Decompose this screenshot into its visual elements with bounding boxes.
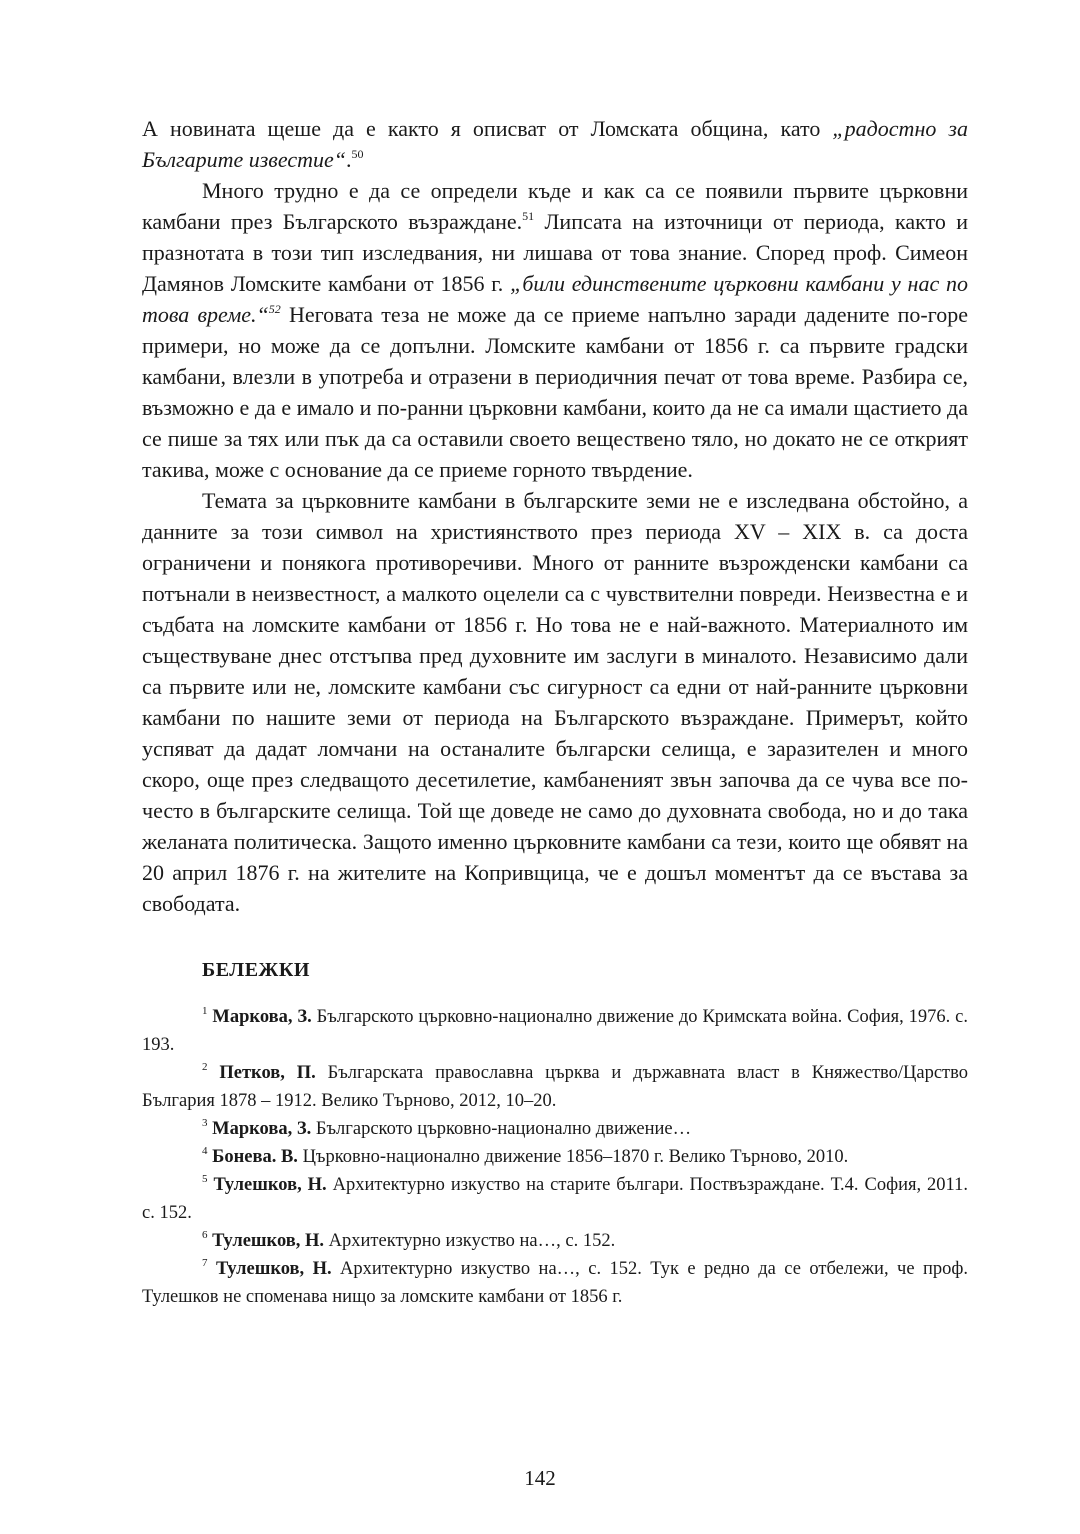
note-text: Архитектурно изкуство на старите българи. Поствъзраждане. Т.4. София, 2011. с. 152.: [142, 1175, 968, 1223]
note-number: 4: [202, 1145, 208, 1157]
paragraph-2-text-b: Липсата на източници от периода, както и празнотата в този тип изследвания, ни лишава от това знание. Според проф. Симеон Дамянов Ломските камбани от 1856 г.: [142, 209, 968, 296]
paragraph-2: [142, 175, 968, 485]
note-number: 5: [202, 1173, 208, 1185]
note-item: [142, 1227, 968, 1255]
note-item: [142, 1255, 968, 1311]
note-item: [142, 1003, 968, 1059]
footnote-ref[interactable]: 52: [268, 302, 281, 316]
notes-heading: БЕЛЕЖКИ: [202, 959, 310, 981]
quote-text: „радостно за Българите известие“: [142, 116, 968, 172]
note-text: Българската православна църква и държавната власт в Княжество/Царство България 1878 – 1912. Велико Търново, 2012, 10–20.: [142, 1063, 969, 1111]
body-text: [142, 113, 968, 919]
note-author: Бонева. В.: [212, 1147, 298, 1167]
note-author: Тулешков, Н.: [215, 1259, 332, 1279]
note-item: [142, 1115, 968, 1143]
paragraph-1: [142, 113, 968, 175]
paragraph-2-text-c: Неговата теза не може да се приеме напълно заради дадените по-горе примери, но може да се допълни. Ломските камбани от 1856 г. са първите градски камбани, влезли в употреба и отразени в периодичния печат от това време. Разбира се, възможно е да е имало и по-ранни църковни камбани, които да не са имали щастието да се пише за тях или пък да са оставили своето веществено тяло, но докато не се открият такива, може с основание да се приеме горното твърдение.: [142, 302, 969, 482]
page-content: [142, 113, 968, 1311]
note-item: [142, 1059, 968, 1115]
paragraph-1-end: .: [345, 147, 352, 172]
note-author: Тулешков, Н.: [213, 1175, 327, 1195]
note-number: 6: [202, 1229, 208, 1241]
note-author: Петков, П.: [219, 1063, 316, 1083]
page-number: 142: [524, 1466, 556, 1490]
footnote-ref[interactable]: 51: [522, 209, 535, 223]
note-number: 2: [202, 1061, 208, 1073]
paragraph-3: Темата за църковните камбани в българските земи не е изследвана обстойно, а данните за този символ на християнството през периода XV – XIX в. са доста ограничени и понякога противоречиви. Много от ранните възрожденски камбани са потънали в неизвестност, а малкото оцелели са с чувствителни повреди. Неизвестна е и съдбата на ломските камбани от 1856 г. Но това не е най-важното. Материалното им съществуване днес отстъпва пред духовните им заслуги в миналото. Независимо дали са първите или не, ломските камбани със сигурност са едни от най-ранните църковни камбани по нашите земи от периода на Българското възраждане. Примерът, който успяват да дадат ломчани на останалите български селища, е заразителен и много скоро, още през следващото десетилетие, камбаненият звън започва да се чува все по-често в българските селища. Той ще доведе не само до духовната свобода, но и до така желаната политическа. Защото именно църковните камбани са тези, които ще обявят на 20 април 1876 г. на жителите на Копривщица, че е дошъл моментът да се въстава за свободата.: [142, 488, 968, 916]
quote-text: „били единствените църковни камбани у нас по това време.“: [142, 271, 969, 327]
note-item: [142, 1143, 968, 1171]
note-text: Църковно-национално движение 1856–1870 г. Велико Търново, 2010.: [297, 1147, 849, 1167]
notes-list: [142, 1003, 968, 1311]
paragraph-2-text-a: Много трудно е да се определи къде и как са се появили първите църковни камбани през Българското възраждане.: [142, 178, 968, 234]
note-number: 3: [202, 1117, 208, 1129]
note-item: [142, 1171, 968, 1227]
note-author: Маркова, З.: [212, 1007, 312, 1027]
note-number: 7: [202, 1257, 208, 1269]
note-author: Маркова, З.: [212, 1119, 312, 1139]
note-number: 1: [202, 1005, 208, 1017]
note-text: Архитектурно изкуство на…, с. 152. Тук е редно да се отбележи, че проф. Тулешков не споменава нищо за ломските камбани от 1856 г.: [142, 1259, 968, 1307]
note-text: Българското църковно-национално движение до Кримската война. София, 1976. с. 193.: [142, 1007, 969, 1055]
note-author: Тулешков, Н.: [212, 1231, 325, 1251]
paragraph-1-text: А новината щеше да е както я описват от Ломската община, като: [142, 116, 833, 141]
footnote-ref[interactable]: 50: [351, 147, 364, 161]
note-text: Архитектурно изкуство на…, с. 152.: [324, 1231, 616, 1251]
note-text: Българското църковно-национално движение…: [311, 1119, 692, 1139]
